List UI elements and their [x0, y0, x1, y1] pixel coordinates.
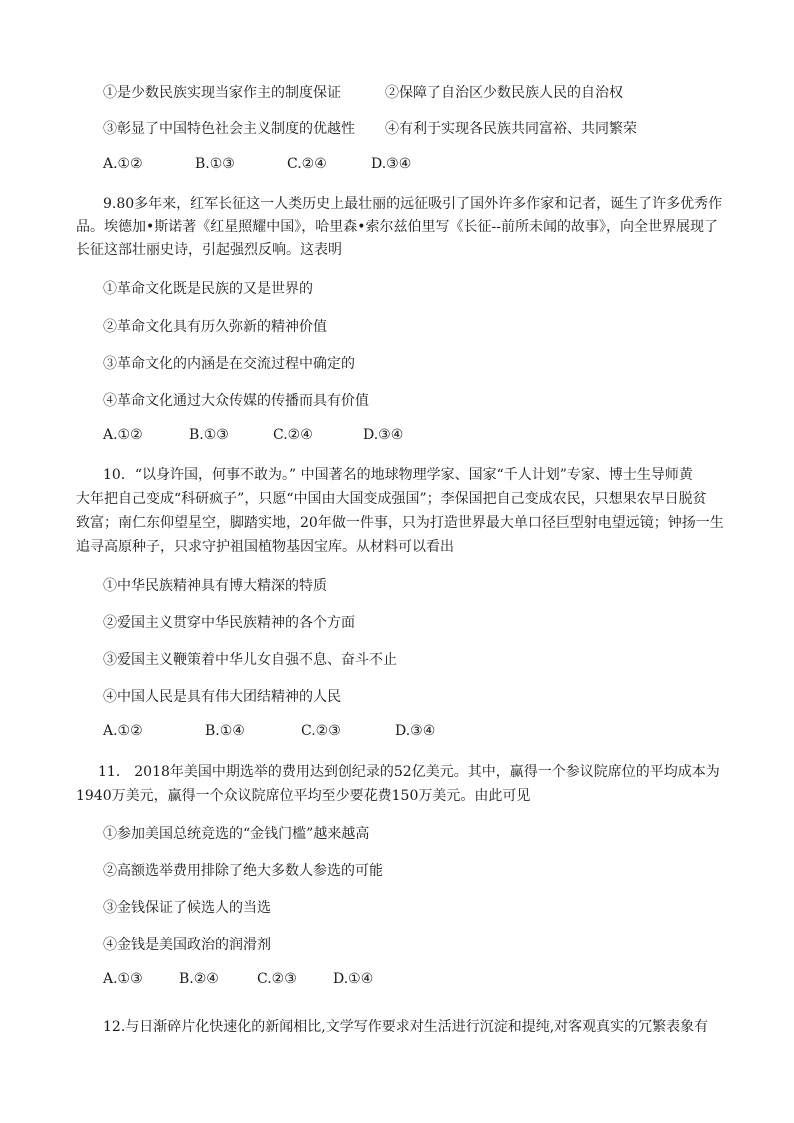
q10-statement-1: ①中华民族精神具有博大精深的特质 — [103, 578, 327, 594]
q12-stem-line-1: 12.与日渐碎片化快速化的新闻相比,文学写作要求对生活进行沉淀和提纯,对客观真实的冗繁表象有 — [103, 1019, 709, 1035]
q8-option-c: C.②④ — [287, 156, 327, 172]
q11-option-c: C.②③ — [257, 971, 297, 987]
q9-stem-line-2: 品。埃德加•斯诺著《红星照耀中国》，哈里森•索尔兹伯里写《长征--前所未闻的故事》，向全世界展现了 — [76, 219, 718, 235]
q11-statement-2: ②高额选举费用排除了绝大多数人参选的可能 — [103, 863, 383, 879]
q8-statement-4: ④有利于实现各民族共同富裕、共同繁荣 — [385, 121, 637, 137]
q9-option-d: D.③④ — [363, 427, 404, 443]
q9-stem-line-1: 9.80多年来，红军长征这一人类历史上最壮丽的远征吸引了国外许多作家和记者，诞生了许多优秀作 — [103, 196, 723, 212]
q11-option-b: B.②④ — [179, 971, 219, 987]
q11-options — [103, 971, 373, 987]
q8-option-b: B.①③ — [195, 156, 235, 172]
q9-options — [103, 427, 403, 443]
q10-stem-line-2: 大年把自己变成“科研疯子”，只愿“中国由大国变成强国”；李保国把自己变成农民，只想果农早日脱贫 — [76, 491, 707, 507]
q9-statement-3: ③革命文化的内涵是在交流过程中确定的 — [103, 356, 355, 372]
q8-statement-2: ②保障了自治区少数民族人民的自治权 — [385, 85, 623, 101]
q11-statement-4: ④金钱是美国政治的润滑剂 — [103, 937, 271, 953]
q9-statement-1: ①革命文化既是民族的又是世界的 — [103, 281, 313, 297]
q9-option-a: A.①② — [103, 427, 143, 443]
q9-statement-2: ②革命文化具有历久弥新的精神价值 — [103, 319, 327, 335]
q11-option-a: A.①③ — [103, 971, 143, 987]
q10-stem-line-4: 追寻高原种子，只求守护祖国植物基因宝库。从材料可以看出 — [76, 539, 454, 555]
q8-option-a: A.①② — [103, 156, 143, 172]
q8-statement-1: ①是少数民族实现当家作主的制度保证 — [103, 85, 341, 101]
q9-option-c: C.②④ — [273, 427, 313, 443]
q9-statement-4: ④革命文化通过大众传媒的传播而具有价值 — [103, 393, 369, 409]
q10-stem-line-3: 致富；南仁东仰望星空，脚踏实地，20年做一件事，只为打造世界最大单口径巨型射电望远镜；钟扬一生 — [76, 515, 724, 531]
q10-statement-2: ②爱国主义贯穿中华民族精神的各个方面 — [103, 615, 355, 631]
q11-stem-line-1: 11． 2018年美国中期选举的费用达到创纪录的52亿美元。其中，赢得一个参议院席位的平均成本为 — [98, 764, 720, 780]
q8-statement-3: ③彰显了中国特色社会主义制度的优越性 — [103, 121, 355, 137]
q11-option-d: D.①④ — [333, 971, 374, 987]
q8-options — [103, 156, 411, 172]
q10-statement-3: ③爱国主义鞭策着中华儿女自强不息、奋斗不止 — [103, 652, 397, 668]
q10-option-d: D.③④ — [395, 723, 436, 739]
q11-stem-line-2: 1940万美元，赢得一个众议院席位平均至少要花费150万美元。由此可见 — [76, 788, 531, 804]
q10-option-a: A.①② — [103, 723, 143, 739]
q9-option-b: B.①③ — [189, 427, 229, 443]
q10-option-c: C.②③ — [301, 723, 341, 739]
q10-options — [103, 723, 435, 739]
q10-option-b: B.①④ — [205, 723, 245, 739]
q10-stem-line-1: 10．“以身许国，何事不敢为。” 中国著名的地球物理学家、国家“千人计划”专家、博士生导师黄 — [103, 467, 693, 483]
q9-stem-line-3: 长征这部壮丽史诗，引起强烈反响。这表明 — [76, 242, 342, 258]
q11-statement-3: ③金钱保证了候选人的当选 — [103, 900, 271, 916]
q10-statement-4: ④中国人民是具有伟大团结精神的人民 — [103, 689, 341, 705]
q11-statement-1: ①参加美国总统竞选的“金钱门槛”越来越高 — [103, 826, 370, 842]
q8-option-d: D.③④ — [371, 156, 412, 172]
